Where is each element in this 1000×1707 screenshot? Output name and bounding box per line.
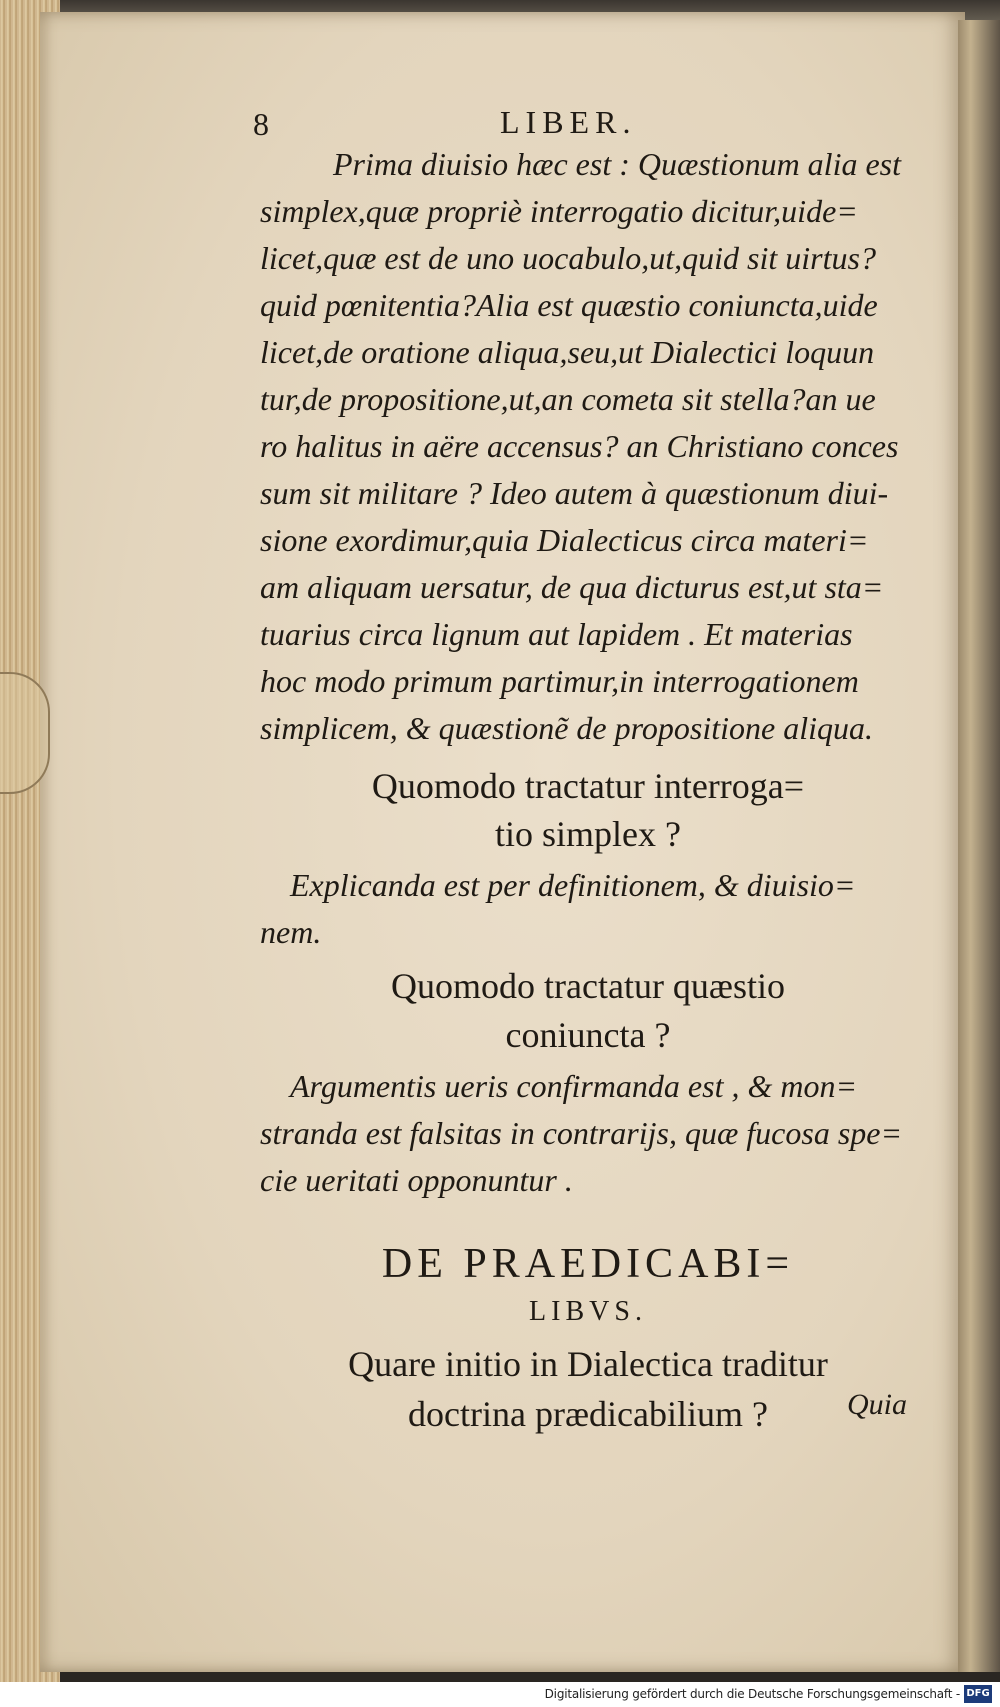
running-title: LIBER. — [500, 104, 637, 140]
footer-credit: Digitalisierung gefördert durch die Deutsche Forschungsgemeinschaft - — [544, 1687, 960, 1701]
catchword: Quia — [847, 1388, 907, 1421]
text-line: sione exordimur,quia Dialecticus circa materi= — [260, 522, 869, 558]
page-right-edge — [958, 20, 1000, 1672]
page-tab-clip — [0, 672, 50, 794]
question-heading: Quomodo tractatur quæstio — [391, 966, 785, 1006]
text-line: simplicem, & quæstionẽ de propositione aliqua. — [260, 710, 873, 746]
text-line: licet,de oratione aliqua,seu,ut Dialectici loquun — [260, 334, 875, 370]
answer-line: Argumentis ueris confirmanda est , & mon= — [290, 1068, 858, 1104]
question-heading: Quare initio in Dialectica traditur — [348, 1344, 828, 1384]
text-line: tuarius circa lignum aut lapidem . Et materias — [260, 616, 853, 652]
text-line: hoc modo primum partimur,in interrogationem — [260, 663, 859, 699]
dfg-logo-icon: DFG — [964, 1685, 992, 1703]
text-line: Prima diuisio hæc est : Quæstionum alia est — [333, 146, 901, 182]
text-line: tur,de propositione,ut,an cometa sit stella?an ue — [260, 381, 876, 417]
text-line: simplex,quæ propriè interrogatio dicitur,uide= — [260, 193, 858, 229]
answer-line: nem. — [260, 914, 322, 950]
text-line: am aliquam uersatur, de qua dicturus est,ut sta= — [260, 569, 884, 605]
answer-line: cie ueritati opponuntur . — [260, 1162, 573, 1198]
answer-line: stranda est falsitas in contrarijs, quæ fucosa spe= — [260, 1115, 903, 1151]
question-heading: coniuncta ? — [505, 1015, 671, 1055]
text-line: quid pœnitentia?Alia est quæstio coniuncta,uide — [260, 287, 878, 323]
text-line: ro halitus in aëre accensus? an Christiano conces — [260, 428, 899, 464]
section-heading: LIBVS. — [529, 1296, 647, 1327]
page-number: 8 — [253, 106, 269, 142]
text-line: licet,quæ est de uno uocabulo,ut,quid sit uirtus? — [260, 240, 876, 276]
question-heading: doctrina prædicabilium ? — [408, 1394, 768, 1434]
text-line: sum sit militare ? Ideo autem à quæstionum diui- — [260, 475, 889, 511]
section-heading: DE PRAEDICABI= — [381, 1241, 795, 1287]
question-heading: Quomodo tractatur interroga= — [371, 766, 805, 806]
answer-line: Explicanda est per definitionem, & diuisio= — [290, 867, 856, 903]
question-heading: tio simplex ? — [495, 814, 681, 854]
